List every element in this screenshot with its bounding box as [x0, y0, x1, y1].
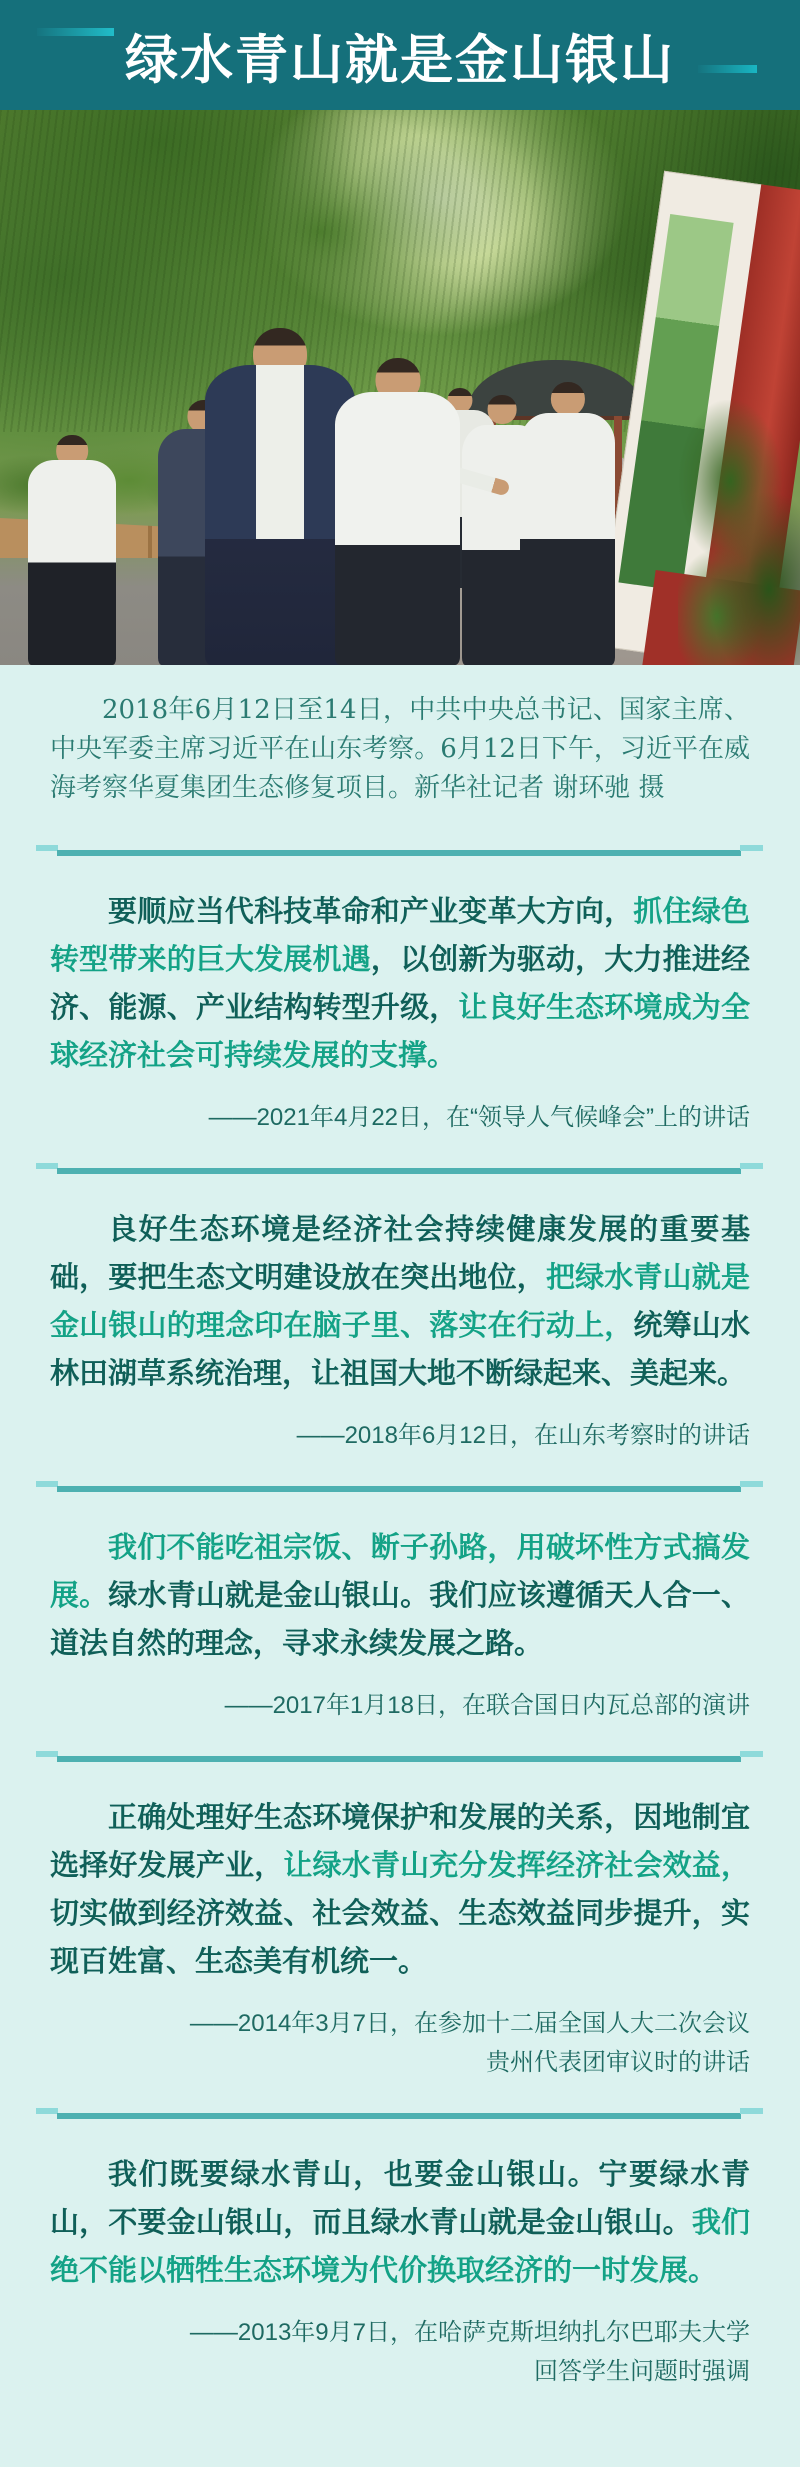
header-banner [0, 0, 800, 110]
quote-block [0, 856, 800, 1163]
section-divider [0, 2108, 800, 2119]
bush-foreground [678, 400, 800, 665]
divider-line [57, 1168, 741, 1174]
quote-segment-highlight: 抓住绿色转型带来的巨大发展机遇 [50, 896, 750, 976]
quote-block [0, 2119, 800, 2417]
section-divider [0, 1163, 800, 1174]
divider-left-tab [36, 845, 58, 851]
quote-text [50, 888, 750, 1080]
quote-segment-highlight: 把绿水青山就是金山银山的理念印在脑子里、落实在行动上， [50, 1262, 750, 1342]
person-xi-jinping [205, 328, 355, 665]
section-divider [0, 1751, 800, 1762]
quote-source [50, 1686, 750, 1725]
divider-line [57, 1756, 741, 1762]
quote-block [0, 1492, 800, 1751]
quote-source-line: ——2017年1月18日，在联合国日内瓦总部的演讲 [224, 1692, 750, 1719]
divider-left-tab [36, 2108, 58, 2114]
section-divider [0, 1481, 800, 1492]
person-pointing [335, 358, 460, 665]
quote-segment-highlight: 让绿水青山充分发挥经济社会效益， [283, 1850, 750, 1882]
quote-text [50, 1524, 750, 1668]
quote-segment: 正确处理好生态环境保护和发展的关系，因地制宜选择好发展产业， [50, 1802, 750, 1882]
quote-block [0, 1762, 800, 2108]
divider-right-tab [740, 1481, 763, 1487]
quote-source [50, 1416, 750, 1455]
quote-source-line: ——2013年9月7日，在哈萨克斯坦纳扎尔巴耶夫大学 [189, 2319, 750, 2346]
quote-source [50, 2004, 750, 2082]
person-figure [28, 435, 116, 665]
quote-text [50, 1206, 750, 1398]
quote-source-line: ——2014年3月7日，在参加十二届全国人大二次会议 [189, 2010, 750, 2037]
divider-left-tab [36, 1751, 58, 1757]
person-figure [520, 382, 615, 665]
quote-source-line: ——2021年4月22日，在“领导人气候峰会”上的讲话 [208, 1104, 750, 1131]
divider-right-tab [740, 2108, 763, 2114]
quote-segment: 良好生态环境是经济社会持续健康发展的重要基础，要把生态文明建设放在突出地位， [50, 1214, 750, 1294]
divider-right-tab [740, 1751, 763, 1757]
divider-line [57, 1486, 741, 1492]
quote-source-line: 贵州代表团审议时的讲话 [486, 2049, 750, 2076]
section-divider [0, 845, 800, 856]
divider-left-tab [36, 1163, 58, 1169]
divider-line [57, 2113, 741, 2119]
divider-line [57, 850, 741, 856]
quote-segment: 我们既要绿水青山，也要金山银山。宁要绿水青山，不要金山银山，而且绿水青山就是金山银山。 [50, 2159, 750, 2239]
quote-segment-highlight: 让良好生态环境成为全球经济社会可持续发展的支撑。 [50, 992, 750, 1072]
quote-segment: ，以创新为驱动，大力推进经济、能源、产业结构转型升级， [50, 944, 750, 1024]
title-dash-right-decoration [698, 65, 757, 73]
quote-source-line: 回答学生问题时强调 [534, 2358, 750, 2385]
quote-source-line: ——2018年6月12日，在山东考察时的讲话 [296, 1422, 750, 1449]
photo-xi-shandong-inspection [0, 110, 800, 665]
page-title: 绿水青山就是金山银山 [125, 31, 675, 90]
quote-source [50, 2313, 750, 2391]
quote-segment: 统筹山水林田湖草系统治理，让祖国大地不断绿起来、美起来。 [50, 1310, 750, 1390]
quote-segment: 绿水青山就是金山银山。我们应该遵循天人合一、道法自然的理念，寻求永续发展之路。 [50, 1580, 750, 1660]
quote-source [50, 1098, 750, 1137]
quote-text [50, 2151, 750, 2295]
quote-block [0, 1174, 800, 1481]
quote-text [50, 1794, 750, 1986]
quote-segment: 要顺应当代科技革命和产业变革大方向， [108, 896, 634, 928]
divider-right-tab [740, 845, 763, 851]
quote-segment-highlight: 我们不能吃祖宗饭、断子孙路，用破坏性方式搞发展。 [50, 1532, 750, 1612]
divider-right-tab [740, 1163, 763, 1169]
photo-caption: 2018年6月12日至14日，中共中央总书记、国家主席、中央军委主席习近平在山东考察。6月12日下午，习近平在威海考察华夏集团生态修复项目。新华社记者 谢环驰 摄 [50, 695, 750, 803]
quote-segment: 切实做到经济效益、社会效益、生态效益同步提升，实现百姓富、生态美有机统一。 [50, 1898, 750, 1978]
quote-segment-highlight: 我们绝不能以牺牲生态环境为代价换取经济的一时发展。 [50, 2207, 750, 2287]
divider-left-tab [36, 1481, 58, 1487]
